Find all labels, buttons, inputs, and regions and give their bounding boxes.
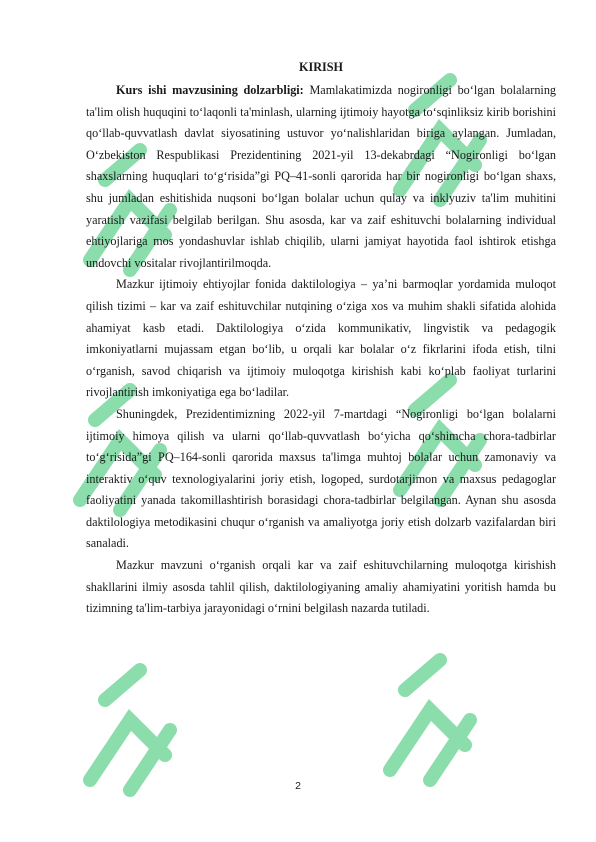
paragraph-relevance: [86, 80, 556, 274]
paragraph-decree: Shuningdek, Prezidentimizning 2022-yil 7-martdagi “Nogironligi bo‘lgan bolalarni ijtimoiy himoya qilish va ularni qo‘llab-quvvatlash bo‘yicha qo‘shimcha chora-tadbirlar to‘g‘risida”gi PQ–164-sonli qarorida maxsus ta'limga muhtoj bolalar uchun zamonaviy va interaktiv o‘quv texnologiyalarini joriy etish, logoped, surdotarjimon va maxsus pedagoglar faoliyatini yanada takomillashtirish borasidagi chora-tadbirlar belgilangan. Aynan shu asosda daktilologiya metodikasini chuqur o‘rganish va amaliyotga joriy etish dolzarb vazifalardan biri sanaladi.: [86, 406, 556, 551]
page-title: KIRISH: [298, 60, 344, 74]
relevance-heading: Kurs ishi mavzusining dolzarbligi:: [116, 83, 304, 97]
document-page: [86, 56, 556, 620]
relevance-text: Mamlakatimizda nogironligi bo‘lgan bolalarning ta'lim olish huquqini to‘laqonli ta'minlash, ularning ijtimoiy hayotga to‘sqinliksiz kirib borishini qo‘llab-quvvatlash davlat siyosatining ustuvor yo‘nalishlaridan biriga aylangan. Jumladan, O‘zbekiston Respublikasi Prezidentining 2021-yil 13-dekabrdagi “Nogironligi bo‘lgan shaxslarning huquqlari to‘g‘risida”gi PQ–41-sonli qarorida har bir nogironligi bo‘lgan shaxs, shu jumladan eshitishida nuqsoni bo‘lgan bolalar uchun qulay va inklyuziv ta'lim muhitini yaratish vazifasi belgilab berilgan. Shu asosda, kar va zaif eshituvchi bolalarning individual ehtiyojlariga mos yondashuvlar ishlab chiqilib, ularni jamiyat hayotida faol ishtirok etishga undovchi vositalar rivojlantirilmoqda.: [86, 83, 557, 270]
paragraph-purpose: Mazkur mavzuni o‘rganish orqali kar va zaif eshituvchilarning muloqotga kirishish shakllarini ilmiy asosda tahlil qilish, daktilologiyaning amaliy ahamiyatini yoritish hamda bu tizimning ta'lim-tarbiya jarayonidagi o‘rnini belgilash nazarda tutiladi.: [86, 558, 556, 616]
watermark-logo-icon: [370, 650, 490, 800]
page-number: 2: [295, 780, 301, 792]
paragraph-dactylology: Mazkur ijtimoiy ehtiyojlar fonida daktilologiya – ya’ni barmoqlar yordamida muloqot qilish tizimi – kar va zaif eshituvchilar nutqining o‘ziga xos va muhim shakli sifatida alohida ahamiyat kasb etadi. Daktilologiya o‘zida kommunikativ, lingvistik va pedagogik imkoniyatlarni mujassam etgan bo‘lib, u orqali kar bolalar o‘z fikrlarini ifoda etish, tilni o‘rganish, savod chiqarish va ijtimoiy muloqotga kirishish kabi ko‘plab faoliyat turlarini rivojlantirish imkoniyatiga ega bo‘ladilar.: [86, 277, 556, 400]
